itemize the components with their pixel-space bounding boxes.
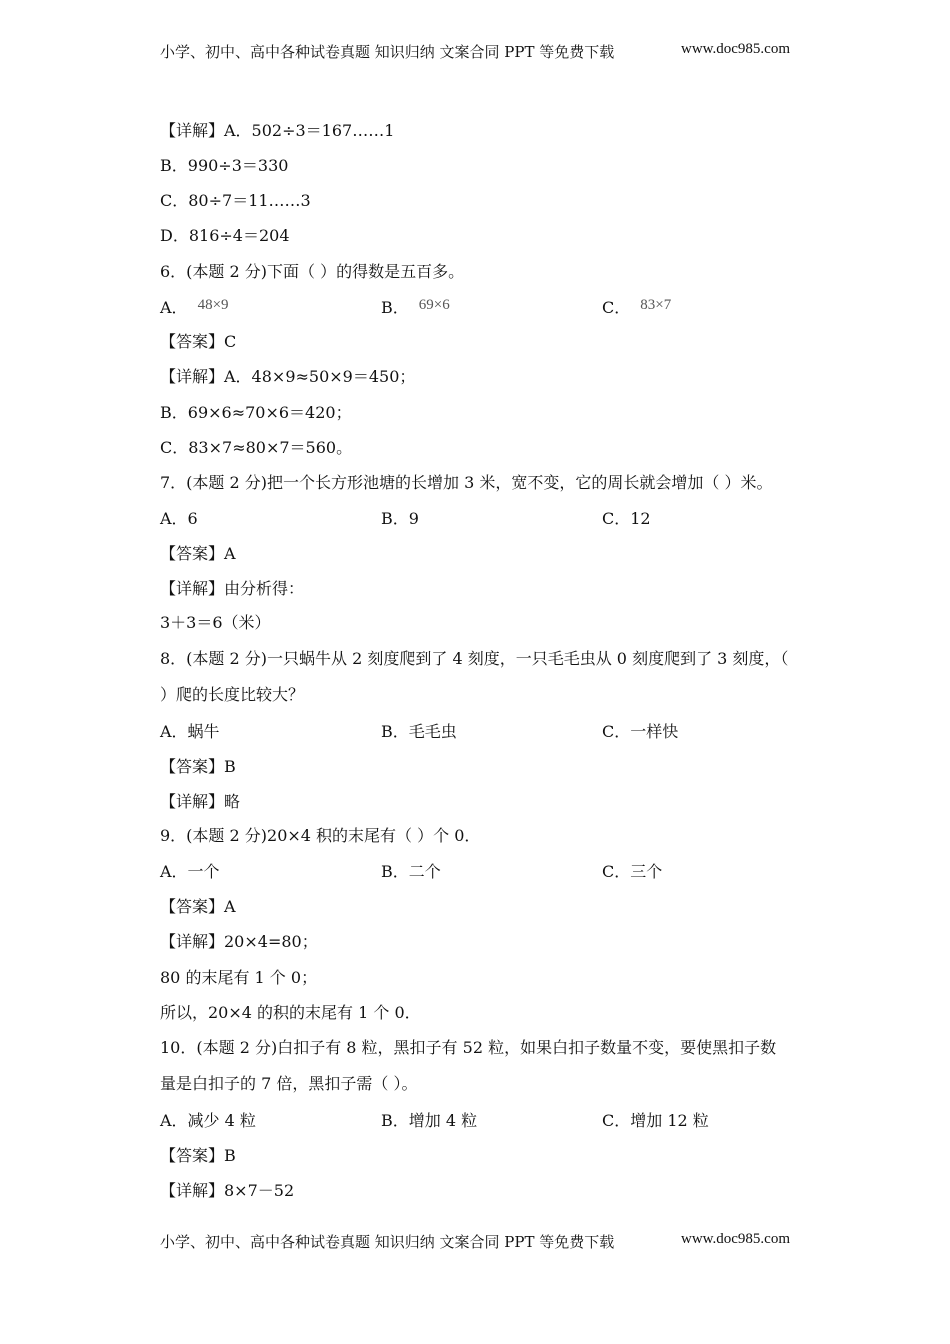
q10-answer: 【答案】B [160,1146,236,1165]
header-site: www.doc985.com [680,41,790,57]
q6-question: 6．(本题 2 分)下面（ ）的得数是五百多。 [160,262,465,281]
q10-option-a: A．减少 4 粒 [160,1111,256,1130]
q9-option-c: C．三个 [602,862,663,881]
q10-question-line1: 10．(本题 2 分)白扣子有 8 粒，黑扣子有 52 粒，如果白扣子数量不变，要使黑扣子数 [160,1038,777,1057]
page-footer [160,1231,790,1252]
q10-option-c: C．增加 12 粒 [602,1111,709,1130]
option-label: C． [602,298,631,317]
q8-detail-a: 【详解】略 [160,792,241,811]
q6-option-a [160,295,229,318]
q6-detail-a: 【详解】A．48×9≈50×9＝450； [160,367,416,386]
option-expression: 69×6 [418,297,450,313]
q7-detail-a: 【详解】由分析得： [160,579,305,598]
q8-option-b: B．毛毛虫 [381,722,457,741]
q10-option-b: B．增加 4 粒 [381,1111,478,1130]
q9-detail-b: 80 的末尾有 1 个 0； [160,968,318,987]
q8-option-c: C．一样快 [602,722,679,741]
q10-question-line2: 量是白扣子的 7 倍，黑扣子需（ ）。 [160,1074,418,1093]
footer-site: www.doc985.com [680,1231,790,1247]
q6-option-c [602,295,671,318]
option-label: A． [160,298,188,317]
footer-text: 小学、初中、高中各种试卷真题 知识归纳 文案合同 PPT 等免费下载 [160,1233,615,1251]
q8-answer: 【答案】B [160,757,236,776]
q5-detail-c: C．80÷7＝11……3 [160,191,311,210]
q9-option-b: B．二个 [381,862,441,881]
q9-detail-c: 所以，20×4 的积的末尾有 1 个 0． [160,1003,421,1022]
q7-detail-b: 3＋3＝6（米） [160,613,271,632]
q8-question-line1: 8．(本题 2 分)一只蜗牛从 2 刻度爬到了 4 刻度，一只毛毛虫从 0 刻度爬到了 3 刻度，（ [160,649,789,668]
q7-option-b: B．9 [381,509,419,528]
q5-detail-d: D．816÷4＝204 [160,226,290,245]
q9-detail-a: 【详解】20×4=80； [160,932,318,951]
q6-detail-c: C．83×7≈80×7＝560。 [160,438,353,457]
page-header [160,41,790,62]
q7-question: 7．(本题 2 分)把一个长方形池塘的长增加 3 米，宽不变，它的周长就会增加（ ）米。 [160,473,773,492]
q9-answer: 【答案】A [160,897,236,916]
q7-option-c: C．12 [602,509,651,528]
q6-detail-b: B．69×6≈70×6＝420； [160,403,352,422]
q6-option-b [381,295,450,318]
option-expression: 48×9 [197,297,229,313]
option-label: B． [381,298,409,317]
q5-detail-b: B．990÷3＝330 [160,156,289,175]
q8-option-a: A．蜗牛 [160,722,220,741]
q9-question: 9．(本题 2 分)20×4 积的末尾有（ ）个 0． [160,826,481,845]
option-expression: 83×7 [640,297,672,313]
q6-answer: 【答案】C [160,332,237,351]
q7-option-a: A．6 [160,509,198,528]
q7-answer: 【答案】A [160,544,236,563]
q9-option-a: A．一个 [160,862,220,881]
q8-question-line2: ）爬的长度比较大？ [160,685,305,704]
q10-detail-a: 【详解】8×7－52 [160,1181,295,1200]
header-text: 小学、初中、高中各种试卷真题 知识归纳 文案合同 PPT 等免费下载 [160,43,615,61]
q5-detail-a: 【详解】A．502÷3＝167……1 [160,121,395,140]
